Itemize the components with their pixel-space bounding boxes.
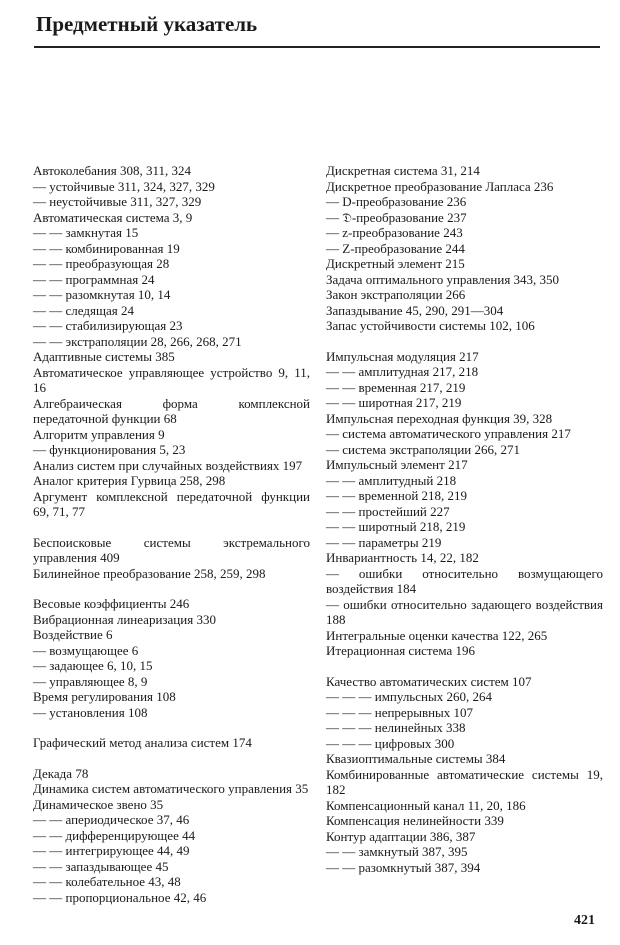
index-entry: Алгебраическая форма комплексной передаточной функции 68: [33, 395, 310, 426]
index-entry: Беспоисковые системы экстремального управления 409: [33, 534, 310, 565]
index-entry: — — амплитудная 217, 218: [326, 364, 479, 379]
index-entry: Аргумент комплексной передаточной функции 69, 71, 77: [33, 488, 310, 519]
title-rule: [34, 46, 600, 48]
section-gap: [326, 659, 603, 674]
index-column-left: [33, 163, 310, 905]
index-entry: Импульсная переходная функция 39, 328: [326, 410, 553, 426]
index-entry: Воздействие 6: [33, 627, 113, 642]
index-entry: — — дифференцирующее 44: [33, 827, 196, 843]
index-entry: — управляющее 8, 9: [33, 673, 148, 689]
index-entry: — установления 108: [33, 704, 148, 720]
index-entry: Билинейное преобразование 258, 259, 298: [33, 565, 266, 581]
index-entry: — — преобразующая 28: [33, 256, 170, 271]
index-entry: — — интегрирующее 44, 49: [33, 843, 190, 858]
index-entry: Итерационная система 196: [326, 643, 476, 658]
page-title: Предметный указатель: [36, 12, 258, 36]
index-entry: Дискретное преобразование Лапласа 236: [326, 178, 554, 194]
index-entry: Контур адаптации 386, 387: [326, 828, 476, 844]
index-entry: Инвариантность 14, 22, 182: [326, 550, 479, 565]
section-gap: [33, 720, 310, 735]
index-entry: — D-преобразование 236: [326, 194, 467, 209]
index-entry: Время регулирования 108: [33, 689, 176, 704]
section-gap: [33, 581, 310, 596]
index-entry: — задающее 6, 10, 15: [33, 658, 153, 673]
index-entry: — — следящая 24: [33, 302, 134, 318]
index-entry: — — амплитудный 218: [326, 472, 457, 488]
index-entry: — — широтный 218, 219: [326, 519, 466, 534]
index-entry: Алгоритм управления 9: [33, 426, 165, 442]
index-entry: — возмущающее 6: [33, 642, 139, 658]
index-entry: Качество автоматических систем 107: [326, 673, 532, 689]
index-entry: Импульсная модуляция 217: [326, 348, 479, 364]
index-entry: — — апериодическое 37, 46: [33, 812, 190, 827]
index-entry: — — стабилизирующая 23: [33, 318, 183, 333]
index-entry: Автоматическая система 3, 9: [33, 209, 193, 225]
index-entry: — — колебательное 43, 48: [33, 874, 181, 889]
index-entry: Дискретный элемент 215: [326, 256, 465, 271]
index-entry: — — запаздывающее 45: [33, 858, 169, 874]
index-entry: Компенсация нелинейности 339: [326, 813, 504, 828]
index-entry: — — — цифровых 300: [326, 735, 455, 751]
index-entry: Вибрационная линеаризация 330: [33, 611, 216, 627]
index-entry: — — пропорциональное 42, 46: [33, 889, 207, 905]
index-entry: — — — нелинейных 338: [326, 720, 466, 735]
index-column-right: [326, 163, 603, 875]
index-entry: Квазиоптимальные системы 384: [326, 751, 506, 766]
index-entry: — ошибки относительно задающего воздействия 188: [326, 596, 603, 627]
index-entry: — функционирования 5, 23: [33, 442, 186, 457]
index-entry: — — замкнутый 387, 395: [326, 844, 468, 859]
index-entry: Закон экстраполяции 266: [326, 287, 466, 302]
index-entry: — — — импульсных 260, 264: [326, 689, 492, 704]
index-entry: — неустойчивые 311, 327, 329: [33, 194, 202, 209]
index-entry: — z-преобразование 243: [326, 225, 463, 240]
index-entry: — — разомкнутый 387, 394: [326, 859, 481, 875]
index-entry: Импульсный элемент 217: [326, 457, 468, 472]
index-entry: Графический метод анализа систем 174: [33, 735, 252, 750]
index-entry: — — — непрерывных 107: [326, 704, 474, 720]
index-entry: Весовые коэффициенты 246: [33, 596, 190, 611]
index-entry: — ошибки относительно возмущающего воздействия 184: [326, 565, 603, 596]
section-gap: [326, 334, 603, 349]
index-entry: Комбинированные автоматические системы 19, 182: [326, 766, 603, 797]
index-entry: — устойчивые 311, 324, 327, 329: [33, 178, 215, 194]
index-entry: — — комбинированная 19: [33, 240, 180, 256]
index-entry: — — программная 24: [33, 271, 155, 287]
page-number: 421: [574, 913, 595, 928]
index-entry: — — широтная 217, 219: [326, 395, 462, 410]
index-entry: Декада 78: [33, 765, 89, 781]
index-entry: — — временной 218, 219: [326, 488, 468, 503]
index-entry: Автоколебания 308, 311, 324: [33, 163, 191, 178]
index-entry: — — простейший 227: [326, 503, 450, 519]
index-entry: Динамическое звено 35: [33, 796, 164, 812]
index-entry: Интегральные оценки качества 122, 265: [326, 627, 548, 643]
section-gap: [33, 520, 310, 535]
index-entry: Анализ систем при случайных воздействиях 197: [33, 457, 303, 473]
index-entry: Адаптивные системы 385: [33, 349, 175, 364]
index-entry: — 𝔇-преобразование 237: [326, 209, 467, 225]
index-entry: — система экстраполяции 266, 271: [326, 441, 521, 457]
index-entry: — система автоматического управления 217: [326, 426, 571, 441]
section-gap: [33, 751, 310, 766]
index-entry: Аналог критерия Гурвица 258, 298: [33, 473, 226, 488]
index-entry: Запаздывание 45, 290, 291—304: [326, 302, 504, 318]
index-entry: — — параметры 219: [326, 534, 442, 550]
index-entry: Дискретная система 31, 214: [326, 163, 480, 178]
index-entry: — — замкнутая 15: [33, 225, 139, 240]
index-entry: — — разомкнутая 10, 14: [33, 287, 171, 302]
index-entry: Динамика систем автоматического управления 35: [33, 781, 309, 796]
index-entry: — — экстраполяции 28, 266, 268, 271: [33, 333, 242, 349]
index-entry: — Z-преобразование 244: [326, 240, 465, 256]
index-entry: Автоматическое управляющее устройство 9, 11, 16: [33, 364, 310, 395]
index-entry: Задача оптимального управления 343, 350: [326, 271, 560, 287]
index-entry: Компенсационный канал 11, 20, 186: [326, 797, 526, 813]
index-entry: — — временная 217, 219: [326, 379, 466, 395]
index-entry: Запас устойчивости системы 102, 106: [326, 318, 535, 333]
